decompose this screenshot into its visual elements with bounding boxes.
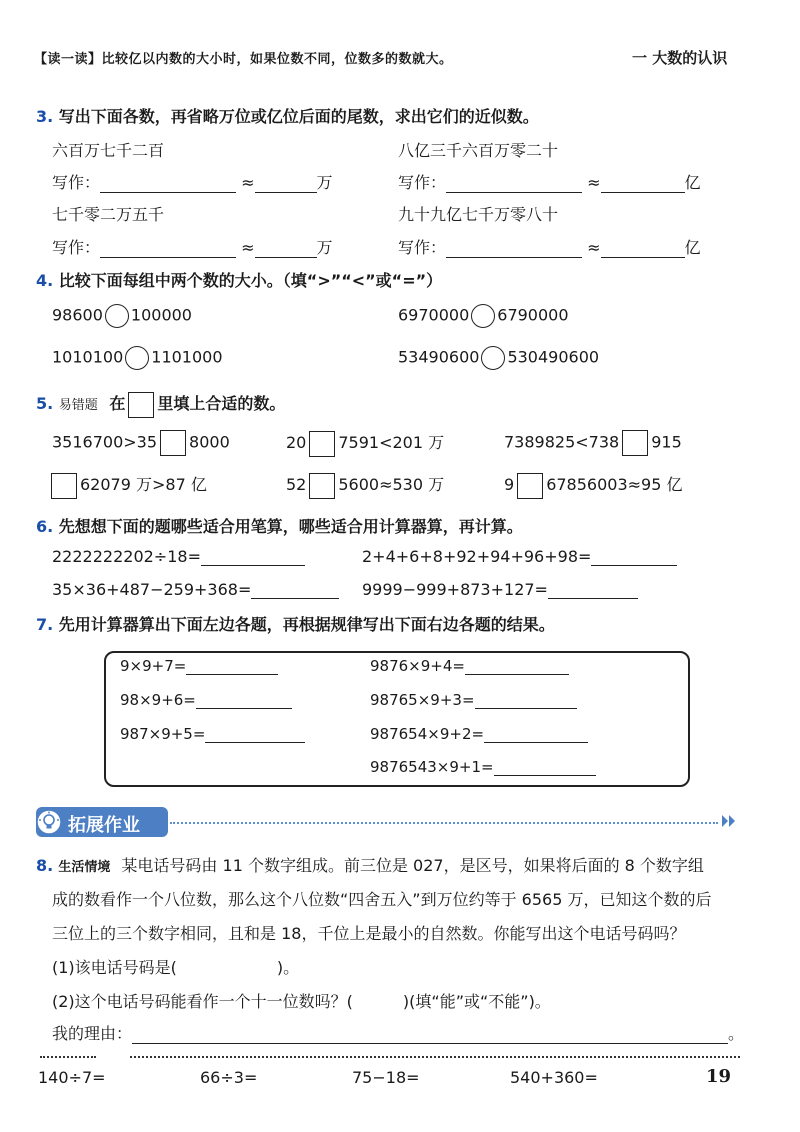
fill-box[interactable] (309, 473, 335, 499)
q3-item-2-text: 八亿三千六百万零二十 (398, 141, 559, 160)
fill-box[interactable] (309, 431, 335, 457)
q8-line-2: 成的数看作一个八位数，那么这个八位数“四舍五入”到万位约等于 6565 万，已知这个数的后 (52, 890, 712, 909)
error-prone-tag: 易错题 (58, 398, 98, 413)
q3-number: 3. (36, 107, 54, 126)
compare-left: 1010100 (52, 347, 124, 367)
q4-title-text: 比较下面每组中两个数的大小。（填“>”“<”或“=”） (58, 271, 443, 290)
q8-line-3: 三位上的三个数字相同，且和是 18，千位上是最小的自然数。你能写出这个电话号码吗？ (52, 924, 686, 943)
q3-item-1-text: 六百万七千二百 (52, 141, 165, 160)
q8-sub-1 (52, 955, 299, 978)
compare-circle[interactable] (125, 346, 149, 370)
answer-line[interactable] (494, 759, 596, 776)
fill-pre: 52 (286, 475, 307, 494)
q3-item-4-answer (398, 235, 701, 258)
expression: 987×9+5= (120, 725, 206, 743)
reason-line[interactable] (132, 1027, 728, 1044)
expression: 98765×9+3= (370, 691, 475, 709)
unit-label: 亿 (684, 238, 701, 257)
unit-label: 万 (316, 238, 333, 257)
unit-label: 万 (316, 173, 333, 192)
approx-sign: ≈ (587, 173, 601, 192)
footer-dotted-line (40, 1056, 96, 1058)
approx-sign: ≈ (241, 173, 255, 192)
fill-box[interactable] (160, 430, 186, 456)
footer-exercise-2: 66÷3= (200, 1068, 258, 1087)
q8-text-1: 某电话号码由 11 个数字组成。前三位是 027，是区号，如果将后面的 8 个数字组 (121, 856, 704, 875)
answer-line[interactable] (548, 582, 638, 599)
write-label: 写作： (398, 173, 447, 192)
q6-title-text: 先想想下面的题哪些适合用笔算，哪些适合用计算器算，再计算。 (58, 517, 523, 536)
answer-line[interactable] (601, 241, 685, 258)
double-chevron-icon (720, 813, 738, 833)
expression: 9×9+7= (120, 657, 187, 675)
expression: 9999−999+873+127= (362, 580, 548, 599)
q5-item-4 (48, 472, 207, 499)
q6-item-2 (362, 547, 677, 566)
reason-label: 我的理由： (52, 1024, 133, 1043)
answer-line[interactable] (100, 176, 236, 193)
fill-post: 67856003≈95 亿 (546, 475, 683, 494)
answer-line[interactable] (465, 658, 569, 675)
q6-item-1 (52, 547, 305, 566)
q4-pair-1 (52, 304, 192, 328)
compare-left: 6970000 (398, 305, 470, 325)
compare-circle[interactable] (481, 346, 505, 370)
reading-tip: 【读一读】比较亿以内数的大小时，如果位数不同，位数多的数就大。 (34, 52, 453, 67)
unit-label: 亿 (684, 173, 701, 192)
fill-post: 62079 万>87 亿 (80, 475, 207, 494)
footer-exercise-1: 140÷7= (38, 1068, 106, 1087)
footer-exercise-4: 540+360= (510, 1068, 598, 1087)
q7-left-1 (120, 657, 278, 675)
answer-line[interactable] (475, 692, 577, 709)
expression: 2+4+6+8+92+94+96+98= (362, 547, 592, 566)
q8-number: 8. (36, 856, 54, 875)
fill-box[interactable] (51, 473, 77, 499)
q6-item-4 (362, 580, 638, 599)
q5-title (36, 391, 285, 418)
compare-right: 1101000 (151, 347, 223, 367)
write-label: 写作： (52, 173, 101, 192)
q5-item-2 (286, 430, 444, 457)
answer-line[interactable] (186, 658, 278, 675)
reason-end: 。 (728, 1024, 745, 1043)
fill-pre: 7389825<738 (504, 432, 620, 452)
answer-box (128, 392, 154, 418)
q3-title (36, 104, 539, 127)
q6-title (36, 514, 523, 537)
lightbulb-icon (36, 809, 62, 835)
answer-line[interactable] (201, 549, 305, 566)
expression: 2222222202÷18= (52, 547, 201, 566)
footer-exercise-3: 75−18= (352, 1068, 420, 1087)
answer-line[interactable] (196, 692, 292, 709)
q5-title-post: 里填上合适的数。 (157, 394, 286, 413)
expression: 9876×9+4= (370, 657, 465, 675)
q8-sub2-pre: (2)这个电话号码能看作一个十一位数吗？( (52, 992, 353, 1011)
q6-item-3 (52, 580, 339, 599)
fill-post: 5600≈530 万 (338, 475, 445, 494)
compare-right: 530490600 (507, 347, 600, 367)
answer-line[interactable] (591, 549, 677, 566)
answer-line[interactable] (601, 176, 685, 193)
answer-line[interactable] (251, 582, 339, 599)
fill-pre: 3516700>35 (52, 432, 158, 452)
q7-title (36, 612, 555, 635)
footer-dotted-line (130, 1056, 740, 1058)
compare-circle[interactable] (105, 304, 129, 328)
q8-sub2-post: )(填“能”或“不能”)。 (402, 992, 551, 1011)
q5-item-5 (286, 472, 444, 499)
compare-left: 98600 (52, 305, 103, 325)
section-dash-line (170, 822, 718, 824)
q7-right-1 (370, 657, 569, 675)
q7-right-2 (370, 691, 577, 709)
answer-line[interactable] (446, 176, 582, 193)
q4-pair-3 (52, 346, 223, 370)
fill-pre: 9 (504, 475, 515, 494)
expression: 35×36+487−259+368= (52, 580, 252, 599)
answer-line[interactable] (484, 726, 588, 743)
answer-line[interactable] (446, 241, 582, 258)
answer-line[interactable] (255, 241, 317, 258)
q7-number: 7. (36, 615, 54, 634)
fill-box[interactable] (622, 430, 648, 456)
compare-right: 100000 (130, 305, 192, 325)
q4-pair-2 (398, 304, 569, 328)
compare-left: 53490600 (398, 347, 480, 367)
approx-sign: ≈ (241, 238, 255, 257)
q5-number: 5. (36, 394, 54, 413)
q8-reason (52, 1021, 744, 1044)
compare-right: 6790000 (497, 305, 569, 325)
fill-post: 8000 (189, 432, 230, 452)
q7-left-3 (120, 725, 305, 743)
compare-circle[interactable] (471, 304, 495, 328)
q8-line-1 (36, 853, 704, 876)
approx-sign: ≈ (587, 238, 601, 257)
q7-right-3 (370, 725, 588, 743)
fill-post: 915 (651, 432, 682, 452)
q6-number: 6. (36, 517, 54, 536)
q4-number: 4. (36, 271, 54, 290)
q7-right-4 (370, 758, 596, 776)
q8-sub1-post: )。 (276, 958, 300, 977)
fill-pre: 20 (286, 433, 307, 452)
q5-item-3 (504, 430, 682, 456)
unit-title: 一 大数的认识 (632, 49, 728, 67)
q8-sub-2 (52, 989, 551, 1012)
q3-item-1-answer (52, 170, 333, 193)
answer-line[interactable] (100, 241, 236, 258)
q7-title-text: 先用计算器算出下面左边各题，再根据规律写出下面右边各题的结果。 (58, 615, 555, 634)
expression: 98×9+6= (120, 691, 196, 709)
q3-item-3-text: 七千零二万五千 (52, 205, 165, 224)
q3-item-3-answer (52, 235, 333, 258)
q3-item-4-text: 九十九亿七千万零八十 (398, 205, 559, 224)
expression: 987654×9+2= (370, 725, 485, 743)
fill-box[interactable] (517, 473, 543, 499)
q3-title-text: 写出下面各数，再省略万位或亿位后面的尾数，求出它们的近似数。 (58, 107, 539, 126)
q4-title (36, 268, 442, 291)
q7-left-2 (120, 691, 292, 709)
q5-title-pre: 在 (109, 394, 126, 413)
q8-sub1-pre: (1)该电话号码是( (52, 958, 177, 977)
answer-line[interactable] (255, 176, 317, 193)
write-label: 写作： (398, 238, 447, 257)
section-label: 拓展作业 (68, 815, 140, 836)
write-label: 写作： (52, 238, 101, 257)
answer-line[interactable] (205, 726, 305, 743)
expression: 9876543×9+1= (370, 758, 494, 776)
q5-item-1 (52, 430, 230, 456)
q3-item-2-answer (398, 170, 701, 193)
q5-item-6 (504, 472, 682, 499)
fill-post: 7591<201 万 (338, 433, 445, 452)
life-context-tag: 生活情境 (58, 860, 111, 875)
q4-pair-4 (398, 346, 599, 370)
page-number: 19 (706, 1066, 732, 1087)
